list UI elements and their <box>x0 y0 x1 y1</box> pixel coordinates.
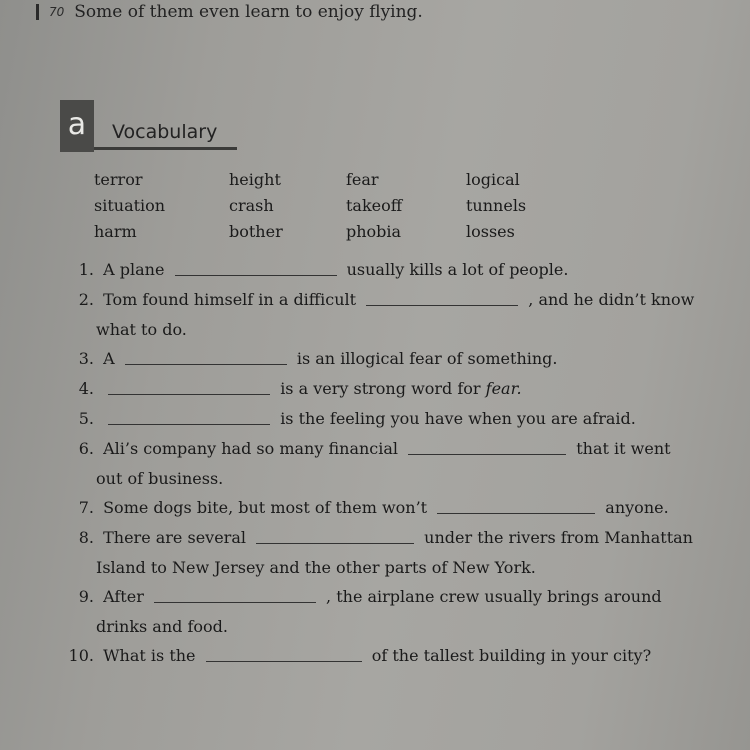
answer-blank[interactable] <box>366 304 518 306</box>
header-bar <box>36 4 39 20</box>
answer-blank[interactable] <box>154 601 316 603</box>
answer-blank[interactable] <box>125 363 287 365</box>
page-number: 70 <box>49 5 65 19</box>
question-text-before: What is the <box>103 646 196 665</box>
answer-blank[interactable] <box>175 274 337 276</box>
answer-blank[interactable] <box>206 660 362 662</box>
question-6 <box>66 434 706 464</box>
question-9 <box>66 582 706 612</box>
answer-blank[interactable] <box>108 393 270 395</box>
word-bank-item: crash <box>229 196 274 215</box>
question-1 <box>66 255 706 285</box>
question-7 <box>66 493 706 523</box>
question-text-before: A plane <box>103 260 165 279</box>
question-text-after: is an illogical fear of something. <box>296 349 558 368</box>
answer-blank[interactable] <box>108 423 270 425</box>
question-8-continuation <box>66 553 706 582</box>
section-title: Vocabulary <box>94 117 237 150</box>
question-text-after: under the rivers from Manhattan <box>424 528 693 547</box>
question-6-continuation <box>66 464 706 493</box>
word-bank-item: bother <box>229 222 283 241</box>
question-list <box>66 255 706 671</box>
page-header <box>36 0 423 24</box>
question-3 <box>66 344 706 374</box>
question-text-before: Ali’s company had so many financial <box>103 439 399 458</box>
question-text-continuation: drinks and food. <box>96 617 228 636</box>
question-8 <box>66 523 706 553</box>
question-number: 8. <box>78 528 94 547</box>
question-text-after: , the airplane crew usually brings around <box>326 587 662 606</box>
word-bank-item: losses <box>466 222 515 241</box>
question-text-after: , and he didn’t know <box>528 290 695 309</box>
word-bank-item: phobia <box>346 222 402 241</box>
question-number: 9. <box>78 587 94 606</box>
word-bank-item: harm <box>94 222 137 241</box>
answer-blank[interactable] <box>256 542 414 544</box>
question-number: 3. <box>78 349 94 368</box>
question-text-emphasis: fear. <box>485 379 522 398</box>
question-2 <box>66 285 706 315</box>
question-4 <box>66 374 706 404</box>
question-text-after: anyone. <box>605 498 669 517</box>
question-number: 1. <box>78 260 94 279</box>
question-text-before: A <box>103 349 115 368</box>
question-2-continuation <box>66 315 706 344</box>
question-number: 5. <box>78 409 94 428</box>
question-text-after: is a very strong word for <box>280 379 486 398</box>
question-text-continuation: Island to New Jersey and the other parts of New York. <box>96 558 536 577</box>
question-number: 4. <box>78 379 94 398</box>
word-bank-item: terror <box>94 170 143 189</box>
question-text-after: that it went <box>576 439 671 458</box>
question-text-continuation: out of business. <box>96 469 224 488</box>
question-number: 7. <box>78 498 94 517</box>
section-letter: a <box>60 100 94 152</box>
question-number: 10. <box>68 646 94 665</box>
word-bank-item: tunnels <box>466 196 527 215</box>
word-bank-item: takeoff <box>346 196 403 215</box>
question-number: 6. <box>78 439 94 458</box>
question-text-after: usually kills a lot of people. <box>346 260 569 279</box>
answer-blank[interactable] <box>408 453 566 455</box>
question-10 <box>66 641 706 671</box>
word-bank-item: situation <box>94 196 166 215</box>
answer-blank[interactable] <box>437 512 595 514</box>
word-bank-item: height <box>229 170 281 189</box>
word-bank-item: logical <box>466 170 520 189</box>
question-text-continuation: what to do. <box>96 320 187 339</box>
question-number: 2. <box>78 290 94 309</box>
header-title: Some of them even learn to enjoy flying. <box>74 2 423 22</box>
question-5 <box>66 404 706 434</box>
question-text-before: After <box>103 587 144 606</box>
question-text-before: Tom found himself in a difficult <box>103 290 357 309</box>
question-text-before: There are several <box>103 528 246 547</box>
word-bank <box>94 168 556 243</box>
question-9-continuation <box>66 612 706 641</box>
question-text-after: is the feeling you have when you are afraid. <box>280 409 636 428</box>
vocabulary-section-heading <box>60 100 237 152</box>
word-bank-item: fear <box>346 170 379 189</box>
question-text-before: Some dogs bite, but most of them won’t <box>103 498 428 517</box>
question-text-after: of the tallest building in your city? <box>371 646 652 665</box>
